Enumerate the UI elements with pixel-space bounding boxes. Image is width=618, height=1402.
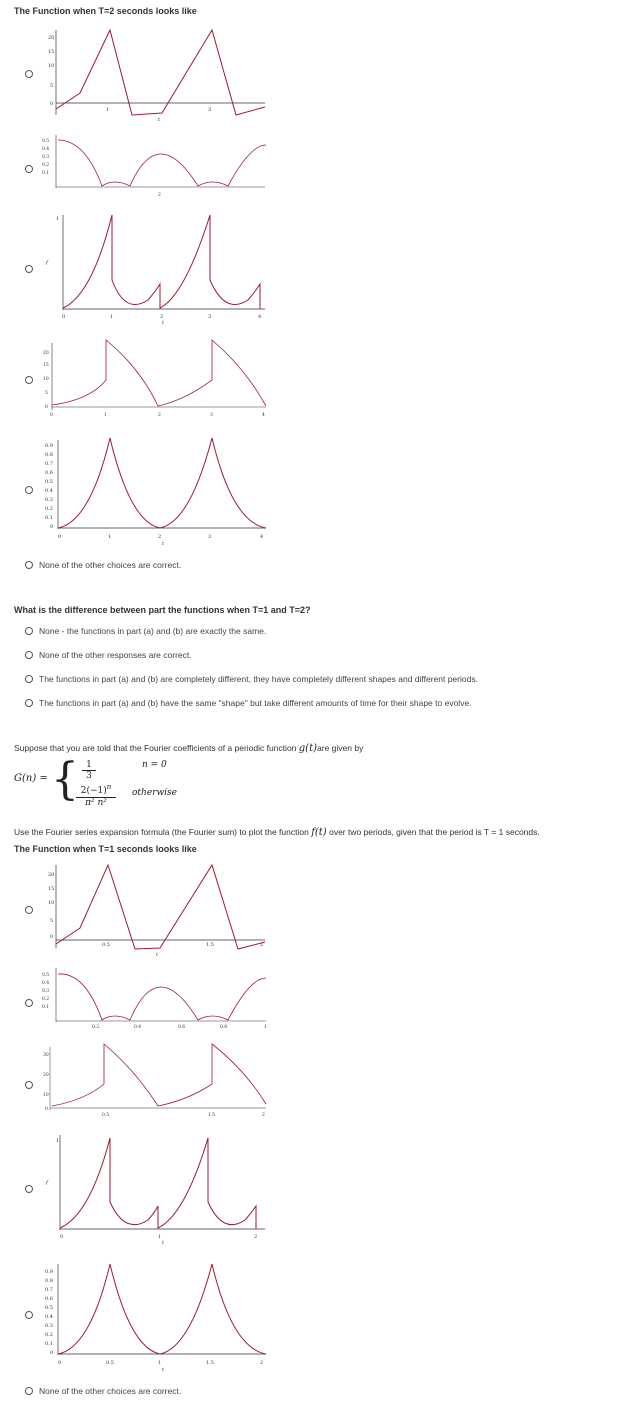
tick-label: 0.6 bbox=[178, 1025, 186, 1030]
tick-label: 1 bbox=[158, 1360, 162, 1366]
tick-label: 0.1 bbox=[45, 515, 53, 521]
tick-label: 3 bbox=[208, 534, 212, 540]
tick-label: 1 bbox=[56, 216, 60, 222]
case2-fraction bbox=[76, 782, 116, 808]
tick-label: 0.3 bbox=[42, 155, 50, 160]
tick-label: 0 bbox=[50, 413, 53, 418]
tick-label: 2 bbox=[260, 1360, 264, 1366]
curve bbox=[58, 1264, 266, 1354]
tick-label: 4 bbox=[260, 534, 264, 540]
tick-label: 0.7 bbox=[45, 461, 53, 467]
case2-den: π² n² bbox=[85, 798, 107, 808]
q3-instruction-after: over two periods, given that the period is T = 1 seconds. bbox=[329, 827, 540, 837]
tick-label: 20 bbox=[48, 35, 55, 41]
q3-instruction bbox=[14, 827, 540, 838]
q3-option-a-radio[interactable] bbox=[25, 906, 33, 914]
q2-option-3-label: The functions in part (a) and (b) are completely different, they have completely different shapes and different periods. bbox=[39, 674, 478, 684]
curve bbox=[58, 438, 266, 528]
q3-title: The Function when T=1 seconds looks like bbox=[14, 844, 197, 854]
tick-label: 0.5 bbox=[106, 1360, 114, 1366]
fourier-formula bbox=[14, 754, 214, 808]
q2-title: What is the difference between part the functions when T=1 and T=2? bbox=[14, 605, 311, 615]
tick-label: 0.4 bbox=[42, 981, 50, 986]
axis-label-f: f bbox=[46, 1180, 48, 1186]
axis-label-t: t bbox=[162, 320, 165, 325]
q3-intro-func: g(t) bbox=[298, 743, 318, 754]
tick-label: 20 bbox=[43, 351, 49, 356]
tick-label: 2 bbox=[262, 1113, 265, 1118]
tick-label: 0.3 bbox=[42, 989, 50, 994]
tick-label: 0 bbox=[58, 1360, 62, 1366]
case2-num: 2(−1) bbox=[80, 786, 107, 796]
case1-fraction bbox=[82, 760, 96, 781]
case1-num: 1 bbox=[86, 760, 92, 770]
tick-label: 0.2 bbox=[42, 163, 50, 168]
q2-option-4-label: The functions in part (a) and (b) have the same "shape" but take different amounts of time for their shape to evolve. bbox=[39, 698, 472, 708]
q1-option-c-radio[interactable] bbox=[25, 265, 33, 273]
tick-label: 0.5 bbox=[45, 479, 53, 485]
tick-label: 0.6 bbox=[45, 470, 53, 476]
tick-label: 0.5 bbox=[42, 139, 50, 144]
tick-label: 0.1 bbox=[42, 171, 50, 176]
q1-option-b-radio[interactable] bbox=[25, 165, 33, 173]
formula-lhs: G(n) = bbox=[14, 773, 48, 784]
curve bbox=[56, 865, 265, 949]
tick-label: 0.6 bbox=[45, 1296, 53, 1302]
tick-label: 1.5 bbox=[206, 942, 214, 948]
q3-option-c-radio[interactable] bbox=[25, 1081, 33, 1089]
tick-label: 0.3 bbox=[45, 497, 53, 503]
q2-option-1-label: None - the functions in part (a) and (b) are exactly the same. bbox=[39, 626, 267, 636]
tick-label: 0.9 bbox=[45, 1269, 53, 1275]
tick-label: 0.4 bbox=[45, 1314, 53, 1320]
q1-option-e-graph bbox=[40, 432, 270, 547]
q3-intro-text: Suppose that you are told that the Fourier coefficients of a periodic function bbox=[14, 743, 297, 753]
tick-label: 0 bbox=[58, 534, 62, 540]
tick-label: 2 bbox=[254, 1234, 258, 1240]
q3-instruction-text: Use the Fourier series expansion formula (the Fourier sum) to plot the function bbox=[14, 827, 309, 837]
tick-label: 0.2 bbox=[42, 997, 50, 1002]
axis-label-t: t bbox=[162, 1367, 165, 1373]
tick-label: 15 bbox=[48, 49, 55, 55]
tick-label: 0.5 bbox=[102, 1113, 110, 1118]
tick-label: 0.4 bbox=[42, 147, 50, 152]
tick-label: 0.8 bbox=[45, 452, 53, 458]
curve bbox=[52, 1044, 266, 1106]
tick-label: 0.2 bbox=[92, 1025, 100, 1030]
q3-intro-after: are given by bbox=[317, 743, 364, 753]
case1-den: 3 bbox=[86, 771, 92, 781]
q3-instruction-func: f(t) bbox=[311, 827, 327, 838]
axis-label-t: t bbox=[158, 117, 161, 123]
tick-label: 0.7 bbox=[45, 1287, 53, 1293]
curve bbox=[58, 974, 266, 1020]
tick-label: 0 bbox=[50, 101, 54, 107]
q3-option-b-graph bbox=[40, 962, 270, 1037]
tick-label: 0.9 bbox=[45, 443, 53, 449]
tick-label: 10 bbox=[48, 63, 55, 69]
q3-option-none-label: None of the other choices are correct. bbox=[39, 1386, 182, 1396]
tick-label: 2 bbox=[158, 193, 161, 198]
tick-label: 0.1 bbox=[45, 1341, 53, 1347]
q1-option-d-graph bbox=[40, 338, 270, 423]
tick-label: 15 bbox=[43, 363, 49, 368]
q1-option-e-radio[interactable] bbox=[25, 486, 33, 494]
tick-label: 3 bbox=[208, 314, 212, 320]
tick-label: 1.5 bbox=[206, 1360, 214, 1366]
q3-option-a-graph bbox=[40, 860, 270, 960]
tick-label: 0.4 bbox=[134, 1025, 142, 1030]
tick-label: 2 bbox=[158, 534, 162, 540]
tick-label: 15 bbox=[48, 886, 55, 892]
curve bbox=[60, 1138, 256, 1229]
tick-label: 1 bbox=[158, 1234, 162, 1240]
case2-exp: n bbox=[106, 783, 112, 791]
q3-option-none-radio[interactable] bbox=[25, 1387, 33, 1395]
formula-brace: { bbox=[51, 754, 79, 805]
tick-label: 2 bbox=[260, 942, 264, 948]
tick-label: 30 bbox=[43, 1053, 49, 1058]
axis-label-t: t bbox=[162, 1240, 165, 1245]
tick-label: 1 bbox=[106, 107, 110, 113]
q1-option-c-graph bbox=[40, 210, 270, 325]
q2-option-3-radio[interactable] bbox=[25, 675, 33, 683]
curve bbox=[52, 340, 266, 406]
axis-label-t: t bbox=[162, 541, 165, 547]
tick-label: 0.8 bbox=[220, 1025, 228, 1030]
tick-label: 0 bbox=[50, 524, 54, 530]
tick-label: 4 bbox=[262, 413, 265, 418]
tick-label: 1.5 bbox=[208, 1113, 216, 1118]
q3-option-e-radio[interactable] bbox=[25, 1311, 33, 1319]
tick-label: 5 bbox=[50, 918, 54, 924]
tick-label: 0 bbox=[45, 1107, 48, 1112]
tick-label: 0.8 bbox=[45, 1278, 53, 1284]
tick-label: 20 bbox=[48, 872, 55, 878]
tick-label: 10 bbox=[43, 377, 49, 382]
tick-label: 4 bbox=[258, 314, 262, 320]
q1-option-none-radio[interactable] bbox=[25, 561, 33, 569]
tick-label: 2 bbox=[160, 314, 164, 320]
tick-label: 1 bbox=[56, 1138, 60, 1144]
tick-label: 10 bbox=[48, 900, 55, 906]
tick-label: 1 bbox=[104, 413, 107, 418]
tick-label: 1 bbox=[110, 314, 114, 320]
tick-label: 3 bbox=[208, 107, 212, 113]
q1-option-a-graph bbox=[40, 25, 270, 125]
q1-option-b-graph bbox=[40, 130, 270, 205]
tick-label: 0 bbox=[50, 934, 54, 940]
tick-label: 0.3 bbox=[45, 1323, 53, 1329]
q1-option-none-label: None of the other choices are correct. bbox=[39, 560, 182, 570]
curve bbox=[63, 215, 260, 309]
tick-label: 0.1 bbox=[42, 1005, 50, 1010]
tick-label: 0.5 bbox=[42, 973, 50, 978]
tick-label: 0.5 bbox=[102, 942, 110, 948]
tick-label: 1 bbox=[108, 534, 112, 540]
tick-label: 0 bbox=[62, 314, 66, 320]
case2-cond: otherwise bbox=[132, 788, 177, 798]
tick-label: 0 bbox=[45, 405, 48, 410]
axis-label-t: t bbox=[156, 952, 159, 958]
tick-label: 0.2 bbox=[45, 1332, 53, 1338]
q3-option-b-radio[interactable] bbox=[25, 999, 33, 1007]
tick-label: 0.4 bbox=[45, 488, 53, 494]
tick-label: 0 bbox=[50, 1350, 54, 1356]
tick-label: 3 bbox=[210, 413, 213, 418]
q3-option-e-graph bbox=[40, 1258, 270, 1373]
tick-label: 5 bbox=[50, 83, 54, 89]
tick-label: 5 bbox=[45, 391, 48, 396]
tick-label: 0.5 bbox=[45, 1305, 53, 1311]
q3-option-c-graph bbox=[40, 1042, 270, 1122]
tick-label: 1 bbox=[264, 1025, 267, 1030]
q2-option-1-radio[interactable] bbox=[25, 627, 33, 635]
tick-label: 2 bbox=[158, 413, 161, 418]
q3-intro bbox=[14, 743, 363, 754]
q1-option-d-radio[interactable] bbox=[25, 376, 33, 384]
q3-option-d-graph bbox=[40, 1130, 270, 1245]
tick-label: 10 bbox=[43, 1093, 49, 1098]
q2-option-2-radio[interactable] bbox=[25, 651, 33, 659]
tick-label: 0.2 bbox=[45, 506, 53, 512]
axis-label-f: f bbox=[46, 260, 48, 266]
q2-option-2-label: None of the other responses are correct. bbox=[39, 650, 192, 660]
q1-title: The Function when T=2 seconds looks like bbox=[14, 6, 197, 16]
tick-label: 20 bbox=[43, 1073, 49, 1078]
curve bbox=[58, 140, 266, 186]
q1-option-a-radio[interactable] bbox=[25, 70, 33, 78]
curve bbox=[56, 30, 265, 115]
case1-cond: n = 0 bbox=[142, 760, 167, 770]
tick-label: 0 bbox=[60, 1234, 64, 1240]
q2-option-4-radio[interactable] bbox=[25, 699, 33, 707]
q3-option-d-radio[interactable] bbox=[25, 1185, 33, 1193]
